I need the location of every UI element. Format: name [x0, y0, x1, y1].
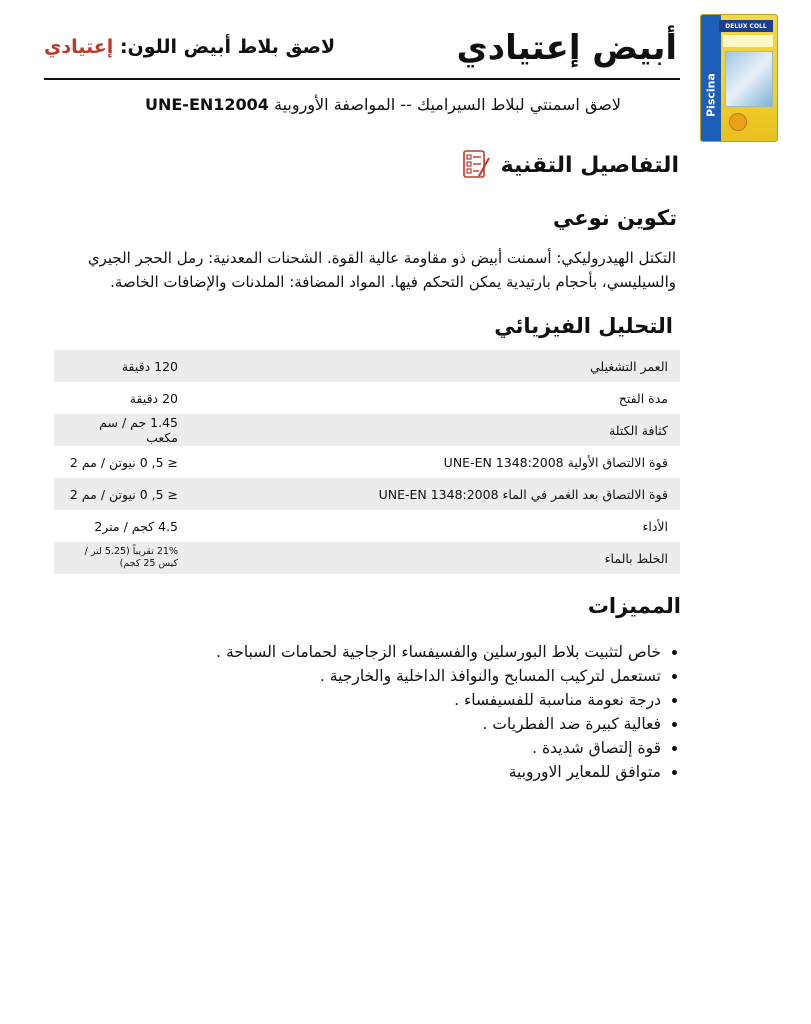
features-heading: المميزات [587, 594, 681, 618]
bag-brand: DELUX COLL [719, 20, 773, 32]
page-title: أبيض إعتيادي [456, 28, 677, 68]
property-value: 4.5 كجم / متر2 [94, 518, 178, 534]
product-bag-image [700, 14, 778, 142]
physical-properties-table [54, 350, 680, 574]
table-row [54, 350, 680, 382]
subtitle-color-value: إعتيادي [44, 36, 114, 58]
subtitle-prefix: لاصق بلاط أبيض اللون: [119, 36, 336, 58]
checklist-icon [461, 148, 493, 184]
spec-line [145, 92, 621, 118]
bag-product-name: Piscina [704, 73, 718, 117]
property-label: كثافة الكتلة [190, 414, 680, 446]
property-label: مدة الفتح [618, 390, 668, 406]
table-row [54, 382, 680, 414]
property-label: الأداء [642, 518, 668, 534]
table-row [54, 414, 680, 446]
header-divider [44, 78, 680, 80]
spec-code: UNE-EN12004 [144, 95, 269, 114]
composition-text: التكتل الهيدروليكي: أسمنت أبيض ذو مقاومة عالية القوة. الشحنات المعدنية: رمل الحجر الجيري والسيليسي، بأحجام بارتيدية يمكن التحكم فيها. المواد المضافة: الملدنات والإضافات الخاصة. [87, 249, 676, 291]
table-row [54, 510, 680, 542]
list-item: • متوافق للمعاير الاوروبية [216, 760, 661, 784]
property-value: 1.45 جم / سم مكعب [54, 414, 190, 446]
bag-photo [725, 51, 773, 107]
property-value: 21% تقريباً (5.25 لتر / كيس 25 كجم) [54, 542, 190, 574]
technical-details-title: التفاصيل التقنية [500, 153, 679, 178]
bag-label-band [723, 35, 773, 47]
property-label: الخلط بالماء [190, 542, 680, 574]
list-item: • فعالية كبيرة ضد الفطريات . [216, 712, 661, 736]
table-row [54, 542, 680, 574]
property-label: قوة الالتصاق بعد الغمر في الماء UNE-EN 1348:2008 [190, 478, 680, 510]
property-label: العمر التشغيلي [190, 350, 680, 382]
property-value: ≤ 5, 0 نيوتن / مم 2 [69, 454, 178, 470]
subtitle [44, 32, 335, 62]
property-value: 120 دقيقة [54, 350, 190, 382]
physical-analysis-heading: التحليل الفيزيائي [494, 314, 673, 338]
table-row [54, 478, 680, 510]
list-item: • خاص لتثبيت بلاط البورسلين والفسيفساء الزجاجية لحمامات السباحة . [216, 640, 661, 664]
features-list [216, 640, 679, 784]
property-label: قوة الالتصاق الأولية UNE-EN 1348:2008 [443, 454, 668, 470]
composition-heading: تكوين نوعي [552, 206, 677, 230]
list-item: • تستعمل لتركيب المسابح والنوافذ الداخلية والخارجية . [216, 664, 661, 688]
spec-text: لاصق اسمنتي لبلاط السيراميك -- المواصفة الأوروبية [274, 95, 621, 114]
technical-details-heading [461, 148, 679, 184]
bag-badge [729, 113, 747, 131]
table-row [54, 446, 680, 478]
property-value: 20 دقيقة [129, 390, 178, 406]
list-item: • درجة نعومة مناسبة للفسيفساء . [216, 688, 661, 712]
property-value: ≤ 5, 0 نيوتن / مم 2 [54, 478, 190, 510]
list-item: • قوة إلتصاق شديدة . [216, 736, 661, 760]
